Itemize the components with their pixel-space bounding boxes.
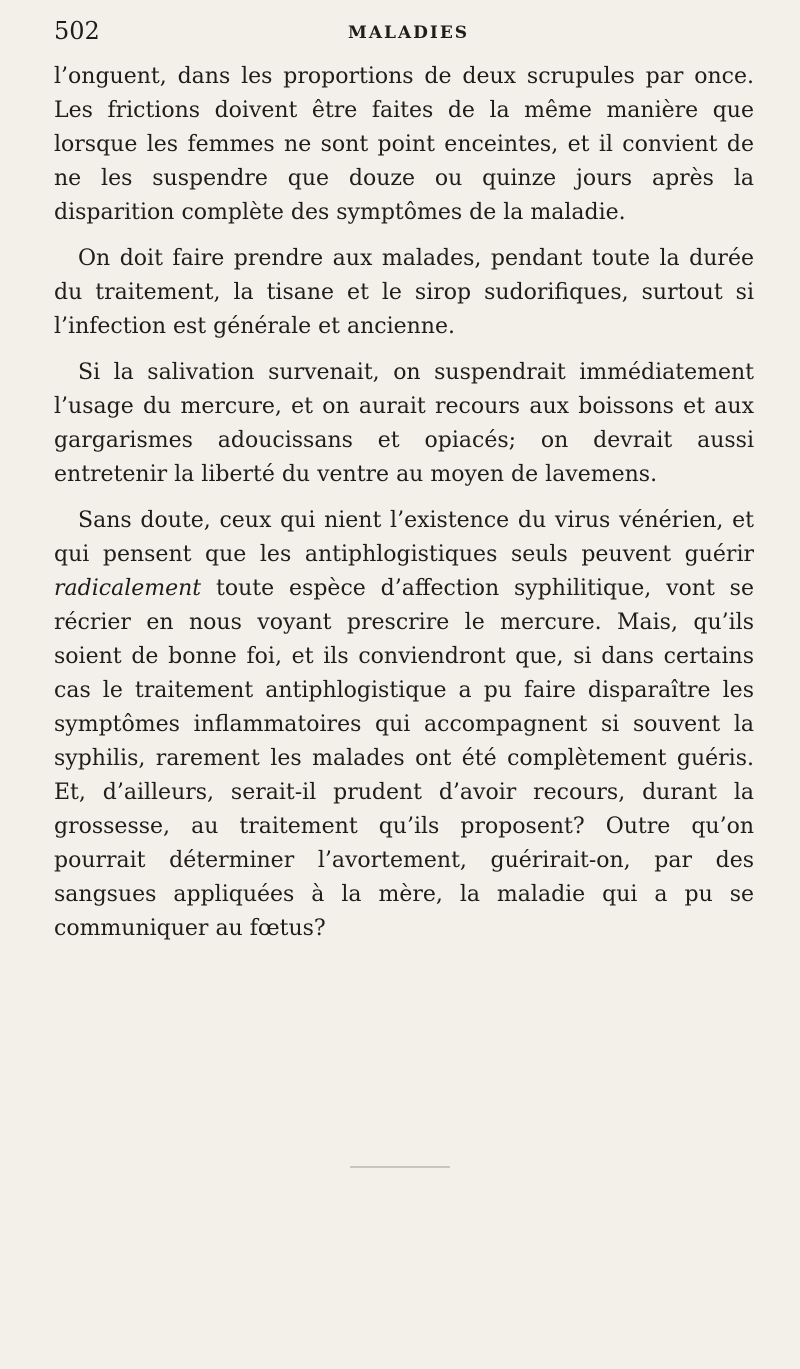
page-number: 502 <box>54 17 100 45</box>
paragraph: Si la salivation survenait, on suspendrait immédiatement l’usage du mercure, et on aurait recours aux boissons et aux gargarismes adoucissans et opiacés; on devrait aussi entretenir la liberté du ventre au moyen de lavemens. <box>54 360 754 487</box>
section-rule <box>350 1166 450 1168</box>
paragraph-text-end: toute espèce d’affection syphilitique, vont se récrier en nous voyant prescrire le mercure. Mais, qu’ils soient de bonne foi, et ils conviendront que, si dans certains cas le traitement antiphlogistique a pu faire disparaître les symptômes inflammatoires qui accompagnent si souvent la syphilis, rarement les malades ont été complètement guéris. Et, d’ailleurs, serait-il prudent d’avoir recours, durant la grossesse, au traitement qu’ils proposent? Outre qu’on pourrait déterminer l’avortement, guérirait-on, par des sangsues appliquées à la mère, la maladie qui a pu se communiquer au fœtus? <box>54 576 754 941</box>
paragraph: On doit faire prendre aux malades, pendant toute la durée du traitement, la tisane et le sirop sudorifiques, surtout si l’infection est générale et ancienne. <box>54 246 754 339</box>
page-header <box>54 14 754 48</box>
body-text <box>54 60 754 946</box>
paragraph <box>54 504 754 946</box>
running-head: MALADIES <box>348 23 470 43</box>
paragraph: l’onguent, dans les proportions de deux scrupules par once. Les frictions doivent être faites de la même manière que lorsque les femmes ne sont point enceintes, et il convient de ne les suspendre que douze ou quinze jours après la disparition complète des symptômes de la maladie. <box>54 64 754 225</box>
paragraph-text-start: Sans doute, ceux qui nient l’existence du virus vénérien, et qui pensent que les antiphlogistiques seuls peuvent guérir <box>54 508 754 567</box>
italic-emphasis: radicalement <box>54 576 202 601</box>
